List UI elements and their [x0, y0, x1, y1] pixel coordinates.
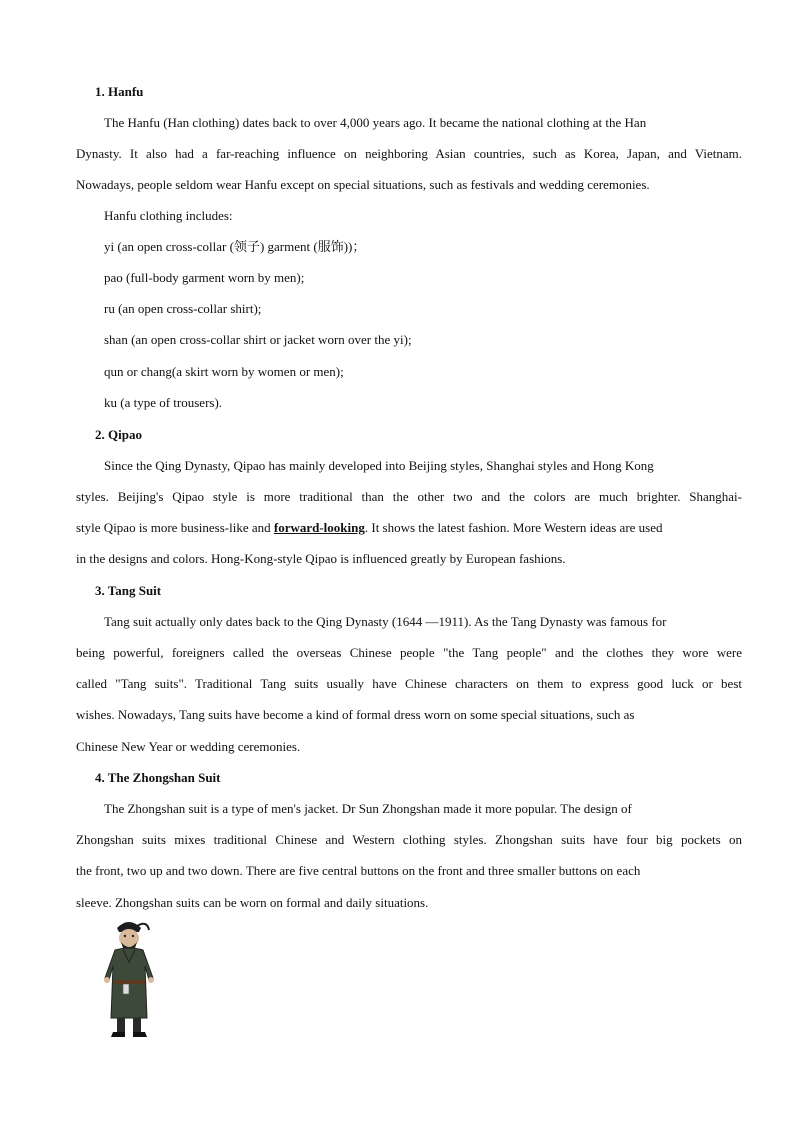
zhongshan-para-line-2: Zhongshan suits mixes traditional Chinese and Western clothing styles. Zhongshan suits have four big pockets on — [76, 832, 742, 847]
qipao-para-line-4: in the designs and colors. Hong-Kong-style Qipao is influenced greatly by European fashions. — [76, 551, 566, 566]
qipao-para-line-3 — [76, 520, 663, 536]
hanfu-para-line-2: Dynasty. It also had a far-reaching influence on neighboring Asian countries, such as Korea, Japan, and Vietnam. — [76, 146, 742, 161]
qipao-para-line-1: Since the Qing Dynasty, Qipao has mainly developed into Beijing styles, Shanghai styles and Hong Kong — [104, 458, 654, 473]
hanfu-para-line-3: Nowadays, people seldom wear Hanfu except on special situations, such as festivals and wedding ceremonies. — [76, 177, 650, 192]
emphasized-term: forward-looking — [273, 520, 365, 535]
section-heading-tang-suit: 3. Tang Suit — [95, 583, 162, 598]
section-heading-zhongshan-suit: 4. The Zhongshan Suit — [95, 770, 221, 785]
traditional-robe-illustration — [93, 918, 165, 1040]
tang-para-line-2: being powerful, foreigners called the overseas Chinese people "the Tang people" and the clothes they wore were — [76, 645, 742, 660]
hanfu-list-item: yi (an open cross-collar (领子) garment (服饰))； — [104, 239, 366, 254]
zhongshan-para-line-3: the front, two up and two down. There are five central buttons on the front and three smaller buttons on each — [76, 863, 641, 878]
section-heading-hanfu: 1. Hanfu — [95, 84, 144, 99]
qipao-line-3-start: style Qipao is more business-like and — [76, 520, 274, 535]
hanfu-list-intro: Hanfu clothing includes: — [104, 208, 233, 223]
section-heading-qipao: 2. Qipao — [95, 427, 142, 442]
zhongshan-para-line-1: The Zhongshan suit is a type of men's jacket. Dr Sun Zhongshan made it more popular. The design of — [104, 801, 632, 816]
tang-para-line-5: Chinese New Year or wedding ceremonies. — [76, 739, 301, 754]
qipao-para-line-2: styles. Beijing's Qipao style is more traditional than the other two and the colors are much brighter. Shanghai- — [76, 489, 742, 504]
tang-para-line-4: wishes. Nowadays, Tang suits have become a kind of formal dress worn on some special situations, such as — [76, 707, 635, 722]
hanfu-list-item: pao (full-body garment worn by men); — [104, 270, 305, 285]
hanfu-list-item: ku (a type of trousers). — [104, 395, 223, 410]
hanfu-para-line-1: The Hanfu (Han clothing) dates back to over 4,000 years ago. It became the national clothing at the Han — [104, 115, 647, 130]
hanfu-list-item: ru (an open cross-collar shirt); — [104, 301, 262, 316]
hanfu-list-item: qun or chang(a skirt worn by women or men); — [104, 364, 344, 379]
hanfu-list-item: shan (an open cross-collar shirt or jacket worn over the yi); — [104, 332, 412, 347]
tang-para-line-1: Tang suit actually only dates back to the Qing Dynasty (1644 —1911). As the Tang Dynasty was famous for — [104, 614, 667, 629]
qipao-line-3-end: . It shows the latest fashion. More Western ideas are used — [364, 520, 663, 535]
zhongshan-para-line-4: sleeve. Zhongshan suits can be worn on formal and daily situations. — [76, 895, 429, 910]
tang-para-line-3: called "Tang suits". Traditional Tang suits usually have Chinese characters on them to express good luck or best — [76, 676, 742, 691]
